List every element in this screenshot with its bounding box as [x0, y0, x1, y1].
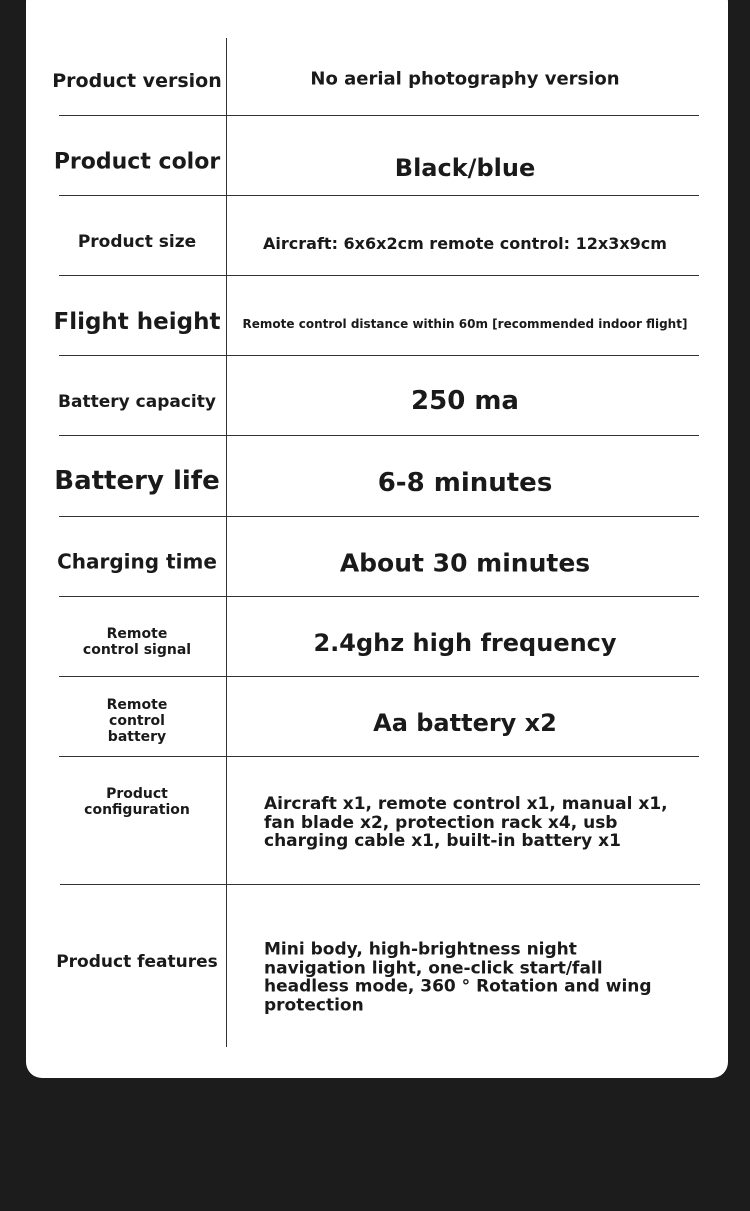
spec-value-product-features: Mini body, high-brightness night navigation light, one-click start/fall headless mode, 360 ° Rotation and wing protection — [264, 939, 652, 1016]
spec-label-product-features: Product features — [56, 952, 218, 973]
row-divider — [59, 516, 699, 517]
spec-label-product-color: Product color — [53, 149, 221, 175]
row-divider — [59, 756, 699, 757]
row-divider — [59, 355, 699, 356]
spec-label-flight-height: Flight height — [53, 308, 221, 335]
spec-value-remote-control-battery: Aa battery x2 — [373, 709, 557, 738]
spec-value-flight-height: Remote control distance within 60m [recommended indoor flight] — [242, 317, 688, 332]
spec-label-remote-control-signal: Remote control signal — [82, 625, 192, 658]
spec-value-battery-life: 6-8 minutes — [377, 468, 553, 499]
spec-value-product-version: No aerial photography version — [310, 68, 620, 90]
spec-label-charging-time: Charging time — [57, 549, 217, 574]
row-divider — [59, 676, 699, 677]
spec-label-battery-capacity: Battery capacity — [58, 392, 216, 413]
row-divider — [59, 275, 699, 276]
spec-value-remote-control-signal: 2.4ghz high frequency — [313, 629, 617, 658]
spec-value-battery-capacity: 250 ma — [411, 386, 519, 417]
spec-label-product-size: Product size — [77, 232, 197, 253]
row-divider — [59, 195, 699, 196]
row-divider — [59, 115, 699, 116]
spec-label-remote-control-battery: Remote control battery — [106, 696, 168, 746]
spec-label-product-version: Product version — [52, 70, 222, 93]
spec-value-product-size: Aircraft: 6x6x2cm remote control: 12x3x9cm — [263, 233, 667, 253]
spec-label-battery-life: Battery life — [54, 466, 220, 497]
row-divider — [60, 884, 700, 885]
column-divider — [226, 38, 227, 1047]
spec-value-charging-time: About 30 minutes — [339, 548, 591, 578]
spec-value-product-configuration: Aircraft x1, remote control x1, manual x1, fan blade x2, protection rack x4, usb charging cable x1, built-in battery x1 — [264, 793, 668, 852]
spec-label-product-configuration: Product configuration — [84, 785, 190, 818]
row-divider — [59, 435, 699, 436]
spec-value-product-color: Black/blue — [394, 154, 536, 183]
row-divider — [59, 596, 699, 597]
